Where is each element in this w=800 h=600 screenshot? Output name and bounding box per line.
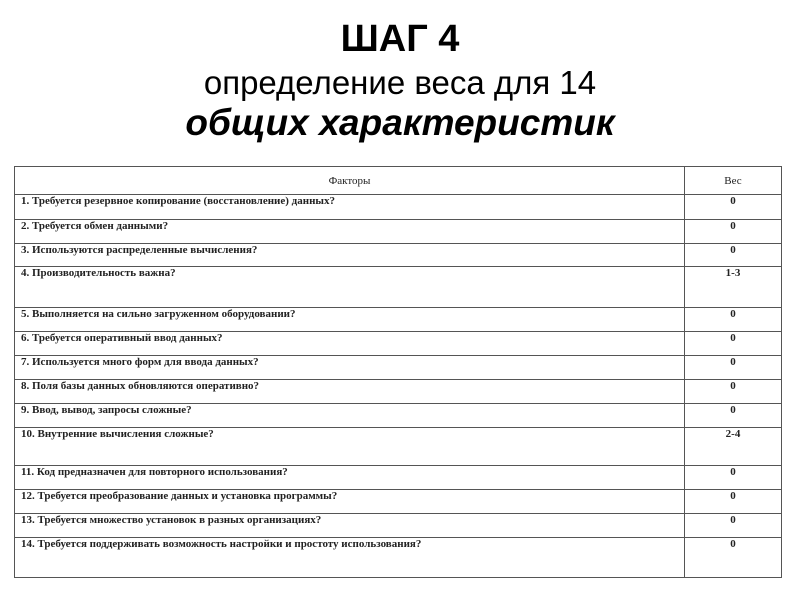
weight-cell: 0 — [685, 466, 782, 490]
factor-cell: 7. Используется много форм для ввода данных? — [15, 356, 685, 380]
table-row — [15, 244, 782, 267]
weight-cell: 2-4 — [685, 428, 782, 466]
slide-title — [0, 18, 800, 144]
factor-cell: 11. Код предназначен для повторного использования? — [15, 466, 685, 490]
weight-cell: 0 — [685, 356, 782, 380]
factors-table — [14, 166, 782, 578]
table-row — [15, 220, 782, 244]
weight-cell: 0 — [685, 514, 782, 538]
table-row — [15, 404, 782, 428]
factor-cell: 8. Поля базы данных обновляются оперативно? — [15, 380, 685, 404]
weight-cell: 0 — [685, 490, 782, 514]
factor-cell: 3. Используются распределенные вычисления? — [15, 244, 685, 267]
factor-cell: 9. Ввод, вывод, запросы сложные? — [15, 404, 685, 428]
factor-cell: 10. Внутренние вычисления сложные? — [15, 428, 685, 466]
factor-cell: 13. Требуется множество установок в разных организациях? — [15, 514, 685, 538]
weight-cell: 0 — [685, 195, 782, 220]
table-row — [15, 267, 782, 308]
step-title: ШАГ 4 — [340, 18, 460, 60]
table-row — [15, 380, 782, 404]
table-row — [15, 466, 782, 490]
weight-cell: 0 — [685, 538, 782, 578]
weight-cell: 0 — [685, 244, 782, 267]
weight-cell: 0 — [685, 308, 782, 332]
table-row — [15, 332, 782, 356]
weight-cell: 0 — [685, 332, 782, 356]
subtitle-line-2: общих характеристик — [185, 101, 615, 143]
factor-cell: 2. Требуется обмен данными? — [15, 220, 685, 244]
weight-cell: 0 — [685, 404, 782, 428]
factor-cell: 4. Производительность важна? — [15, 267, 685, 308]
table-row — [15, 308, 782, 332]
subtitle-line-1: определение веса для 14 — [203, 64, 597, 102]
factor-cell: 14. Требуется поддерживать возможность настройки и простоту использования? — [15, 538, 685, 578]
weight-cell: 0 — [685, 380, 782, 404]
table-row — [15, 538, 782, 578]
header-row — [15, 167, 782, 195]
table-row — [15, 490, 782, 514]
factor-cell: 5. Выполняется на сильно загруженном оборудовании? — [15, 308, 685, 332]
table-row — [15, 514, 782, 538]
table-row — [15, 356, 782, 380]
table-row — [15, 195, 782, 220]
header-weight: Вес — [685, 167, 782, 195]
factor-cell: 12. Требуется преобразование данных и установка программы? — [15, 490, 685, 514]
weight-cell: 1-3 — [685, 267, 782, 308]
factor-cell: 6. Требуется оперативный ввод данных? — [15, 332, 685, 356]
header-factors: Факторы — [15, 167, 685, 195]
weight-cell: 0 — [685, 220, 782, 244]
factor-cell: 1. Требуется резервное копирование (восстановление) данных? — [15, 195, 685, 220]
table-row — [15, 428, 782, 466]
